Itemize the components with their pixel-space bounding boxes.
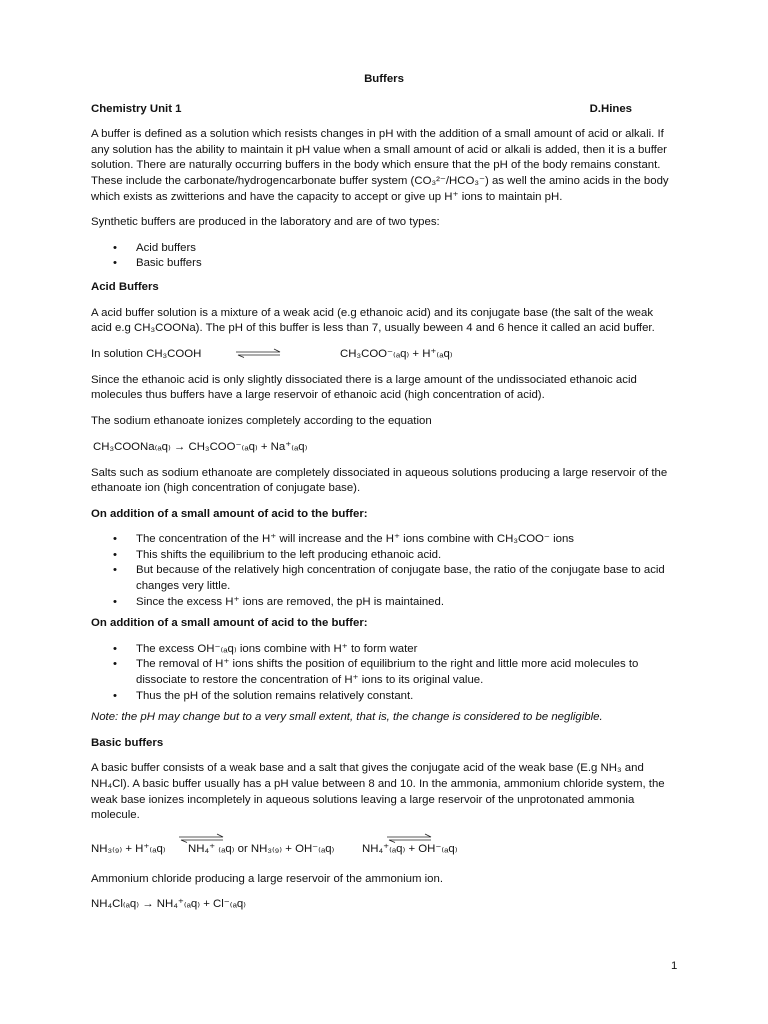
list-item: • But because of the relatively high concentration of conjugate base, the ratio of the conjugate base to acid changes very little.	[91, 563, 677, 594]
list-item: • Basic buffers	[91, 256, 677, 272]
acid-buffers-heading: Acid Buffers	[91, 280, 159, 293]
equation-ammonia	[91, 842, 677, 858]
equation-ethanoic-acid	[91, 347, 677, 363]
equation-sodium-ethanoate	[91, 440, 677, 456]
acid-definition-paragraph: A acid buffer solution is a mixture of a weak acid (e.g ethanoic acid) and its conjugate base (the salt of the weak acid e.g CH₃COONa). The pH of this buffer is less than 7, usually beween 4 and 6 hence it called an acid buffer.	[91, 306, 655, 335]
list-item: • Thus the pH of the solution remains relatively constant.	[91, 689, 677, 705]
header-line	[91, 102, 677, 118]
eq3-part-b: NH₄⁺ ₍ₐq₎ or NH₃₍₉₎ + OH⁻₍ₐq₎	[188, 842, 335, 855]
equation-ammonium-chloride	[91, 897, 677, 913]
intro-paragraph: A buffer is defined as a solution which resists changes in pH with the addition of a small amount of acid or alkali. If any solution has the ability to maintain it pH value when a small amount of acid or alkali is added, then it is a buffer solution. There are naturally occurring buffers in the body which ensure that the pH of the body remains constant. These include the carbonate/hydrogencarbonate buffer system (CO₃²⁻/HCO₃⁻) as well the amino acids in the body which exists as zwitterions and have the capacity to accept or give up H⁺ ions to maintain pH.	[91, 128, 669, 203]
salts-paragraph: Salts such as sodium ethanoate are completely dissociated in aqueous solutions producing a large reservoir of the ethanoate ion (high concentration of conjugate base).	[91, 466, 668, 495]
eq1-left: In solution CH₃COOH	[91, 347, 202, 360]
list-item: • Since the excess H⁺ ions are removed, the pH is maintained.	[91, 595, 677, 611]
add-acid-heading-second: On addition of a small amount of acid to the buffer:	[91, 617, 368, 630]
note-paragraph: Note: the pH may change but to a very small extent, that is, the change is considered to be negligible.	[91, 711, 603, 724]
document-body	[91, 72, 677, 923]
eq2: CH₃COONa₍ₐq₎ → CH₃COO⁻₍ₐq₎ + Na⁺₍ₐq₎	[93, 440, 308, 453]
list-item: • This shifts the equilibrium to the left producing ethanoic acid.	[91, 548, 677, 564]
eq3-part-a: NH₃₍₉₎ + H⁺₍ₐq₎	[91, 842, 166, 855]
add-alkali-list	[91, 642, 677, 704]
ammonium-paragraph: Ammonium chloride producing a large reservoir of the ammonium ion.	[91, 872, 444, 885]
basic-definition-paragraph: A basic buffer consists of a weak base and a salt that gives the conjugate acid of the weak base (E.g NH₃ and NH₄Cl). A basic buffer usually has a pH value between 8 and 10. In the ammonia, ammonium chloride system, the weak base ionizes incompletely in aqueous solutions leaving a large reservoir of the unprotonated ammonia molecule.	[91, 762, 665, 822]
dissociation-paragraph: Since the ethanoic acid is only slightly dissociated there is a large amount of the undissociated ethanoic acid molecules thus buffers have a large reservoir of ethanoic acid (high concentration of acid).	[91, 373, 637, 402]
list-item: • The excess OH⁻₍ₐq₎ ions combine with H⁺ to form water	[91, 642, 677, 658]
list-item: • The concentration of the H⁺ will increase and the H⁺ ions combine with CH₃COO⁻ ions	[91, 532, 677, 548]
add-acid-heading: On addition of a small amount of acid to the buffer:	[91, 507, 368, 520]
equilibrium-arrow-icon	[234, 348, 284, 358]
synthetic-paragraph: Synthetic buffers are produced in the laboratory and are of two types:	[91, 216, 440, 229]
doc-title: Buffers	[364, 73, 404, 85]
page-number: 1	[671, 960, 678, 972]
eq3-part-c: NH₄⁺₍ₐq₎ + OH⁻₍ₐq₎	[362, 842, 458, 855]
list-item: • Acid buffers	[91, 241, 677, 257]
ionize-paragraph: The sodium ethanoate ionizes completely according to the equation	[91, 414, 432, 427]
list-item: • The removal of H⁺ ions shifts the position of equilibrium to the right and little more acid molecules to dissociate to restore the concentration of H⁺ ions to its original value.	[91, 657, 677, 688]
unit-label: Chemistry Unit 1	[91, 102, 182, 115]
eq1-right: CH₃COO⁻₍ₐq₎ + H⁺₍ₐq₎	[340, 347, 453, 360]
buffer-types-list	[91, 241, 677, 272]
basic-buffers-heading: Basic buffers	[91, 736, 164, 749]
add-acid-list	[91, 532, 677, 610]
author-label: D.Hines	[589, 102, 632, 115]
eq4: NH₄Cl₍ₐq₎ → NH₄⁺₍ₐq₎ + Cl⁻₍ₐq₎	[91, 898, 246, 911]
